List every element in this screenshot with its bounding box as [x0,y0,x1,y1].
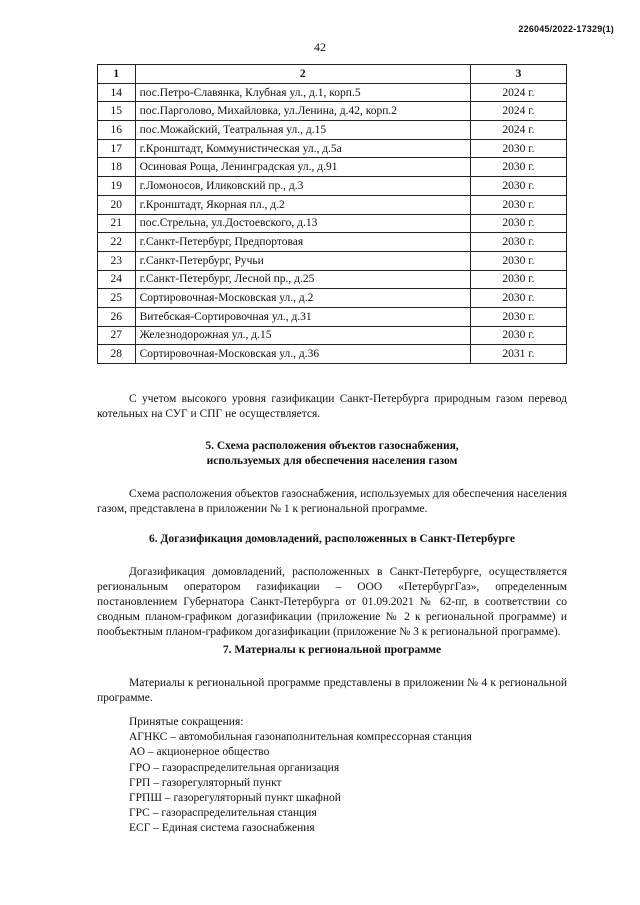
row-number-cell: 26 [98,307,136,326]
section-7-heading: 7. Материалы к региональной программе [222,644,442,656]
row-number-cell: 21 [98,214,136,233]
column-header-address: 2 [135,65,470,84]
row-year-cell: 2024 г. [470,83,566,102]
row-address-cell: г.Санкт-Петербург, Ручьи [135,251,470,270]
row-number-cell: 25 [98,289,136,308]
abbreviation-item: АО – акционерное общество [129,746,270,759]
row-address-cell: г.Кронштадт, Якорная пл., д.2 [135,195,470,214]
row-address-cell: г.Кронштадт, Коммунистическая ул., д.5а [135,139,470,158]
row-number-cell: 27 [98,326,136,345]
row-address-cell: Осиновая Роща, Ленинградская ул., д.91 [135,158,470,177]
column-header-number: 1 [98,65,136,84]
gas-objects-table [97,64,567,364]
row-number-cell: 16 [98,121,136,140]
table-row [98,326,567,345]
table-row [98,177,567,196]
row-year-cell: 2024 г. [470,121,566,140]
section-7-paragraph: Материалы к региональной программе представлены в приложении № 4 к региональной программе. [97,677,567,704]
row-address-cell: пос.Парголово, Михайловка, ул.Ленина, д.42, корп.2 [135,102,470,121]
row-address-cell: пос.Стрельна, ул.Достоевского, д.13 [135,214,470,233]
row-address-cell: г.Санкт-Петербург, Предпортовая [135,233,470,252]
table-row [98,307,567,326]
row-number-cell: 18 [98,158,136,177]
table-row [98,345,567,364]
row-year-cell: 2030 г. [470,251,566,270]
row-year-cell: 2031 г. [470,345,566,364]
row-number-cell: 17 [98,139,136,158]
abbreviations-title: Принятые сокращения: [129,716,244,728]
row-year-cell: 2024 г. [470,102,566,121]
abbreviation-item: ЕСГ – Единая система газоснабжения [129,822,315,835]
table-row [98,233,567,252]
section-5-heading-line-1: 5. Схема расположения объектов газоснабжения, [205,440,459,452]
row-year-cell: 2030 г. [470,158,566,177]
row-number-cell: 19 [98,177,136,196]
abbreviations-list [129,715,472,837]
row-year-cell: 2030 г. [470,139,566,158]
row-address-cell: Витебская-Сортировочная ул., д.31 [135,307,470,326]
row-address-cell: Сортировочная-Московская ул., д.36 [135,345,470,364]
row-number-cell: 22 [98,233,136,252]
section-5-paragraph: Схема расположения объектов газоснабжения, используемых для обеспечения населения газом, представлена в приложении № 1 к региональной программе. [97,488,567,515]
section-6-paragraph: Догазификация домовладений, расположенных в Санкт-Петербурге, осуществляется региональным оператором газификации – ООО «ПетербургГаз», определенным постановлением Губернатора Санкт-Петербурга от 01.09.2021 № 62-пг, в соответствии со сводным планом-графиком догазификации (приложение № 2 к региональной программе) и пообъектным планом-графиком догазификации (приложение № 3 к региональной программе). [97,566,567,638]
table-row [98,270,567,289]
page-number: 42 [314,40,326,54]
section-5-heading [97,439,567,469]
row-address-cell: г.Санкт-Петербург, Лесной пр., д.25 [135,270,470,289]
section-6-heading: 6. Догазификация домовладений, расположенных в Санкт-Петербурге [148,533,516,545]
column-header-year: 3 [470,65,566,84]
row-number-cell: 15 [98,102,136,121]
row-year-cell: 2030 г. [470,195,566,214]
abbreviation-item: ГРПШ – газорегуляторный пункт шкафной [129,792,341,805]
row-year-cell: 2030 г. [470,214,566,233]
table-row [98,195,567,214]
row-number-cell: 23 [98,251,136,270]
row-year-cell: 2030 г. [470,233,566,252]
table-row [98,102,567,121]
row-year-cell: 2030 г. [470,270,566,289]
abbreviation-item: ГРО – газораспределительная организация [129,761,340,774]
abbreviation-item: АГНКС – автомобильная газонаполнительная компрессорная станция [129,731,472,744]
table-row [98,158,567,177]
row-address-cell: Железнодорожная ул., д.15 [135,326,470,345]
row-year-cell: 2030 г. [470,326,566,345]
row-address-cell: Сортировочная-Московская ул., д.2 [135,289,470,308]
row-year-cell: 2030 г. [470,307,566,326]
section-5-heading-line-2: используемых для обеспечения населения газом [206,455,458,467]
row-year-cell: 2030 г. [470,177,566,196]
row-number-cell: 28 [98,345,136,364]
row-address-cell: г.Ломоносов, Иликовский пр., д.3 [135,177,470,196]
row-year-cell: 2030 г. [470,289,566,308]
row-address-cell: пос.Петро-Славянка, Клубная ул., д.1, корп.5 [135,83,470,102]
table-header-row [98,65,567,84]
table-row [98,251,567,270]
document-id: 226045/2022-17329(1) [518,24,614,34]
abbreviation-item: ГРС – газораспределительная станция [129,807,317,820]
row-number-cell: 14 [98,83,136,102]
table-row [98,121,567,140]
intro-paragraph: С учетом высокого уровня газификации Санкт-Петербурга природным газом перевод котельных на СУГ и СПГ не осуществляется. [97,393,567,420]
table-row [98,83,567,102]
row-number-cell: 24 [98,270,136,289]
row-address-cell: пос.Можайский, Театральная ул., д.15 [135,121,470,140]
table-row [98,214,567,233]
abbreviation-item: ГРП – газорегуляторный пункт [129,776,282,789]
table-body [98,83,567,363]
table-row [98,289,567,308]
table-row [98,139,567,158]
row-number-cell: 20 [98,195,136,214]
